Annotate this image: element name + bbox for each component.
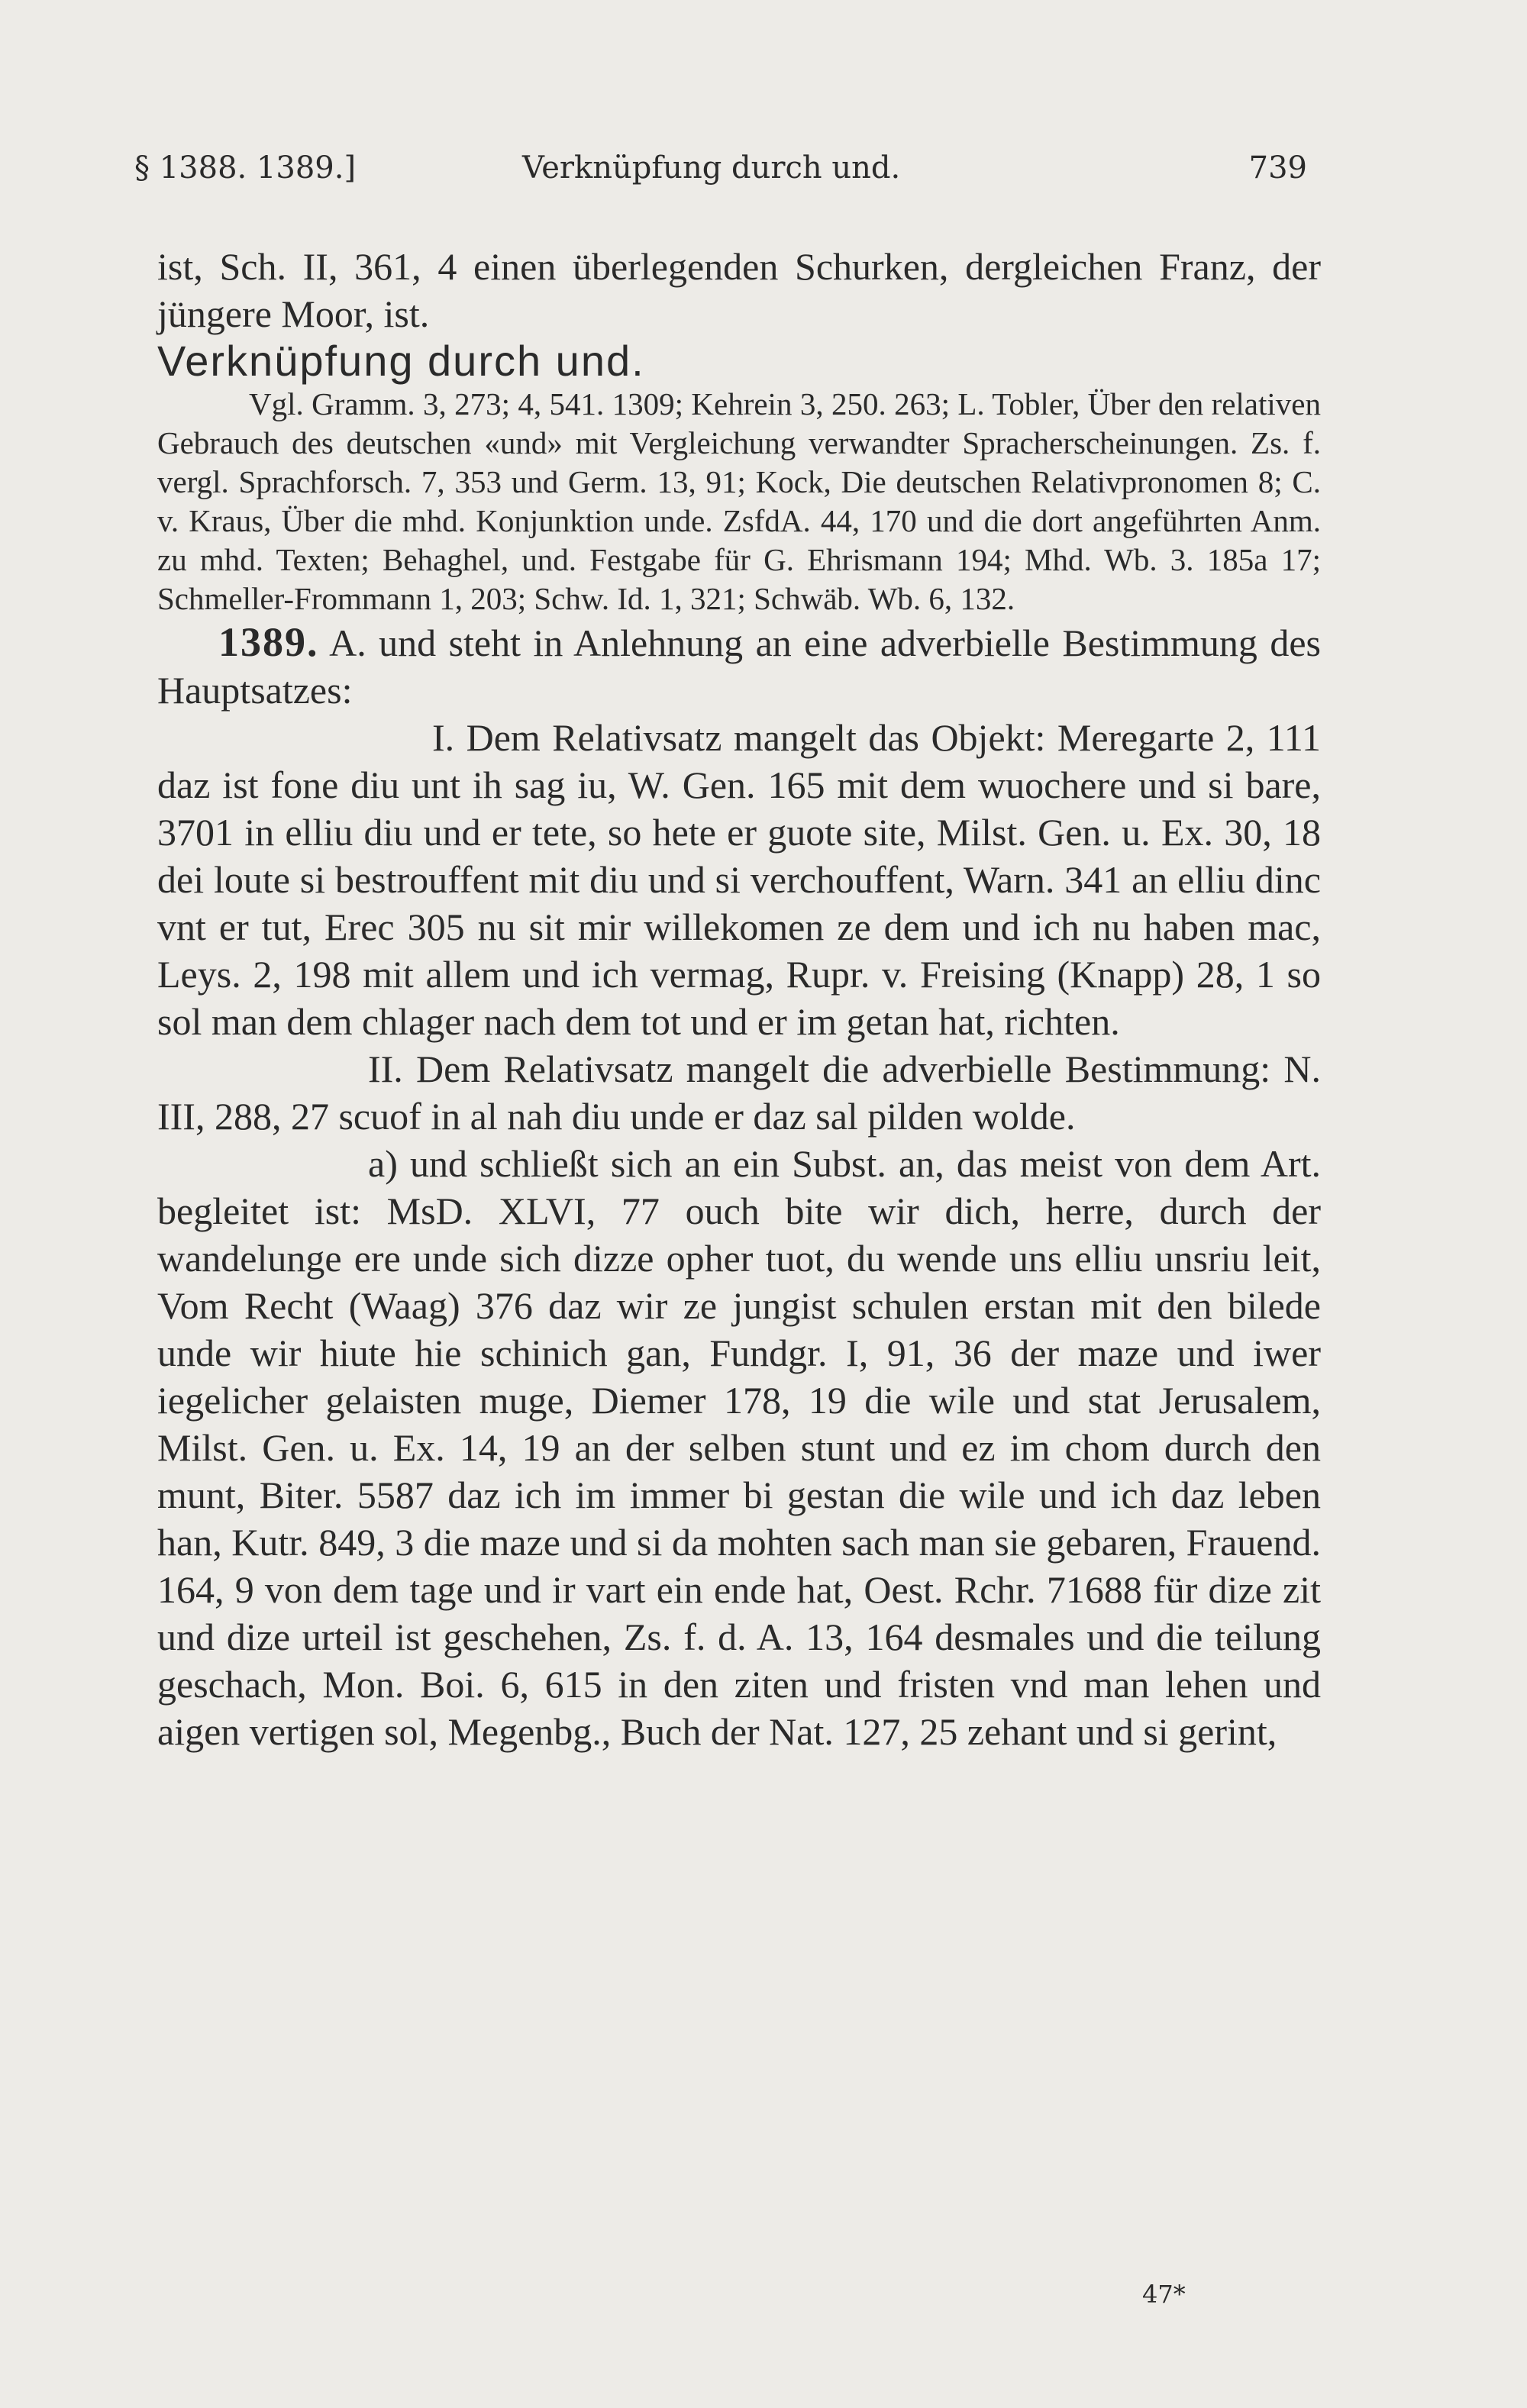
paragraph-1389 bbox=[157, 618, 1321, 714]
header-section: § 1388. 1389.] bbox=[134, 150, 357, 186]
paragraph-1389-text: A. und steht in Anlehnung an eine adverbielle Bestimmung des Hauptsatzes: bbox=[157, 621, 1321, 712]
paragraph-I: I. Dem Relativsatz mangelt das Objekt: Meregarte 2, 111 daz ist fone diu unt ih sag iu, W. Gen. 165 mit dem wuochere und si bare, 3701 in elliu diu und er tete, so hete er guote site, Milst. Gen. u. Ex. 30, 18 dei loute si bestrouffent mit diu und si verchouffent, Warn. 341 an elliu dinc vnt er tut, Erec 305 nu sit mir willekomen ze dem und ich nu haben mac, Leys. 2, 198 mit allem und ich vermag, Rupr. v. Freising (Knapp) 28, 1 so sol man dem chlager nach dem tot und er im getan hat, richten. bbox=[157, 716, 1321, 1043]
body-text bbox=[157, 243, 1321, 1755]
section-heading: Verknüpfung durch und. bbox=[157, 337, 645, 385]
header-title: Verknüpfung durch und. bbox=[522, 150, 901, 186]
signature-mark: 47* bbox=[1142, 2280, 1186, 2309]
references-paragraph: Vgl. Gramm. 3, 273; 4, 541. 1309; Kehrein 3, 250. 263; L. Tobler, Über den relativen Gebrauch des deutschen «und» mit Vergleichung verwandter Spracherscheinungen. Zs. f. vergl. Sprachforsch. 7, 353 und Germ. 13, 91; Kock, Die deutschen Relativpronomen 8; C. v. Kraus, Über die mhd. Konjunktion unde. ZsfdA. 44, 170 und die dort angeführten Anm. zu mhd. Texten; Behaghel, und. Festgabe für G. Ehrismann 194; Mhd. Wb. 3. 185a 17; Schmeller-Frommann 1, 203; Schw. Id. 1, 321; Schwäb. Wb. 6, 132. bbox=[157, 386, 1321, 616]
paragraph-II: II. Dem Relativsatz mangelt die adverbielle Bestimmung: N. III, 288, 27 scuof in al nah diu unde er daz sal pilden wolde. bbox=[157, 1047, 1321, 1138]
continuation-paragraph: ist, Sch. II, 361, 4 einen überlegenden Schurken, dergleichen Franz, der jüngere Moor, ist. bbox=[157, 245, 1321, 335]
page-number: 739 bbox=[1248, 150, 1307, 186]
paragraph-a: a) und schließt sich an ein Subst. an, das meist von dem Art. begleitet ist: MsD. XLVI, 77 ouch bite wir dich, herre, durch der wandelunge ere unde sich dizze opher tuot, du wende uns elliu unsriu leit, Vom Recht (Waag) 376 daz wir ze jungist schulen erstan mit den bilede unde wir hiute hie schinich gan, Fundgr. I, 91, 36 der maze und iwer iegelicher gelaisten muge, Diemer 178, 19 die wile und stat Jerusalem, Milst. Gen. u. Ex. 14, 19 an der selben stunt und ez im chom durch den munt, Biter. 5587 daz ich im immer bi gestan die wile und ich daz leben han, Kutr. 849, 3 die maze und si da mohten sach man sie gebaren, Frauend. 164, 9 von dem tage und ir vart ein ende hat, Oest. Rchr. 71688 für dize zit und dize urteil ist geschehen, Zs. f. d. A. 13, 164 desmales und die teilung geschach, Mon. Boi. 6, 615 in den ziten und fristen vnd man lehen und aigen vertigen sol, Megenbg., Buch der Nat. 127, 25 zehant und si gerint, bbox=[157, 1142, 1321, 1753]
paragraph-number: 1389. bbox=[218, 619, 319, 665]
